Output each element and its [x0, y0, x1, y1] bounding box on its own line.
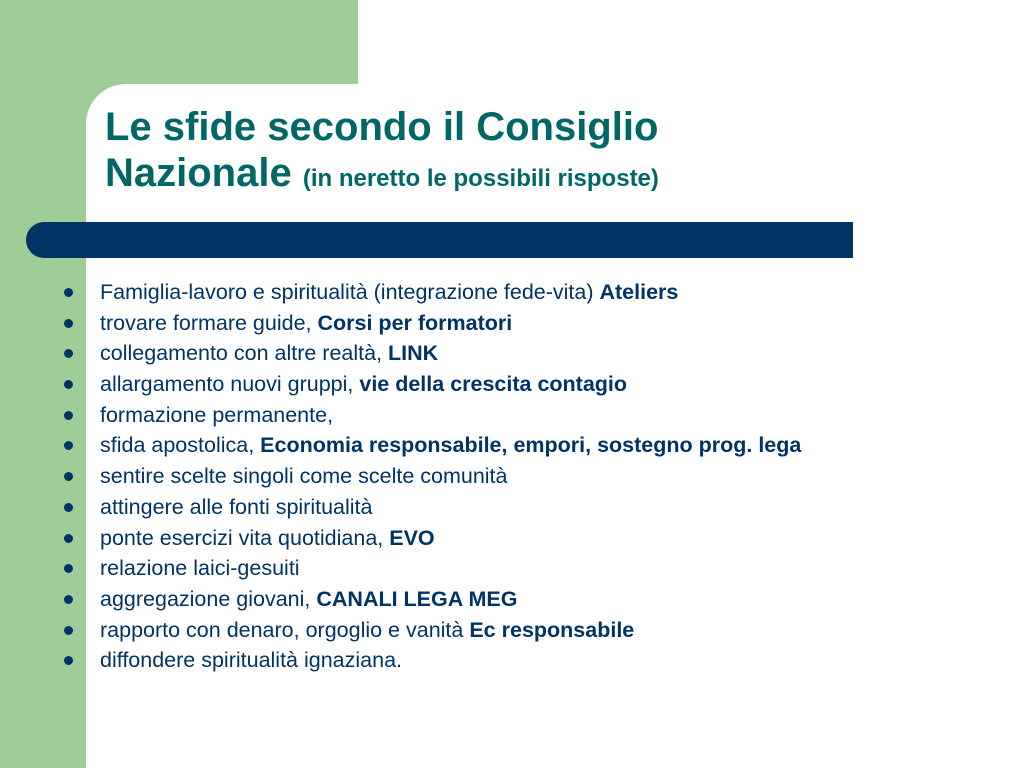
bullet-icon: [64, 441, 73, 450]
bullet-icon: [64, 288, 73, 297]
list-item-text: [100, 615, 634, 646]
bullet-icon: [64, 411, 73, 420]
list-item-text: [100, 400, 333, 431]
title-divider-bar: [26, 222, 853, 258]
list-item-text: [100, 553, 300, 584]
list-item-text: [100, 645, 402, 676]
list-item-text: [100, 430, 801, 461]
bullet-list: [60, 277, 980, 676]
title-line-1: Le sfide secondo il Consiglio: [105, 105, 659, 149]
list-item-normal: allargamento nuovi gruppi,: [100, 372, 360, 397]
list-item: [60, 308, 980, 339]
list-item: [60, 492, 980, 523]
bullet-icon: [64, 319, 73, 328]
slide-title: [105, 104, 865, 202]
title-line-2: Nazionale: [105, 151, 292, 195]
list-item-normal: Famiglia-lavoro e spiritualità (integrazione fede-vita): [100, 280, 600, 304]
list-item: [60, 645, 980, 676]
list-item-normal: sentire scelte singoli come scelte comunità: [100, 464, 508, 489]
list-item-normal: diffondere spiritualità ignaziana.: [100, 648, 402, 673]
list-item-normal: formazione permanente,: [100, 402, 334, 427]
list-item-bold: CANALI LEGA MEG: [316, 586, 518, 611]
bullet-icon: [64, 534, 73, 543]
list-item: [60, 615, 980, 646]
list-item: [60, 584, 980, 615]
list-item-text: [100, 369, 627, 400]
list-item-text: [100, 277, 678, 308]
list-item-normal: ponte esercizi vita quotidiana,: [100, 525, 390, 550]
list-item-normal: attingere alle fonti spiritualità: [100, 494, 373, 519]
list-item: [60, 553, 980, 584]
list-item-text: [100, 308, 512, 339]
list-item-bold: LINK: [388, 341, 439, 366]
list-item: [60, 400, 980, 431]
list-item-bold: EVO: [389, 525, 435, 550]
bullet-icon: [64, 595, 73, 604]
list-item-bold: Corsi per formatori: [317, 310, 513, 335]
list-item: [60, 461, 980, 492]
list-item: [60, 277, 980, 308]
title-subtitle: (in neretto le possibili risposte): [302, 165, 659, 192]
list-item-text: [100, 584, 517, 615]
list-item: [60, 338, 980, 369]
list-item-bold: vie della crescita contagio: [359, 372, 628, 397]
bullet-icon: [64, 472, 73, 481]
list-item-text: [100, 461, 508, 492]
bullet-icon: [64, 349, 73, 358]
bullet-icon: [64, 380, 73, 389]
list-item-text: [100, 338, 438, 369]
list-item-bold: Ec responsabile: [469, 617, 635, 642]
list-item-normal: relazione laici-gesuiti: [100, 556, 300, 581]
list-item-normal: collegamento con altre realtà,: [100, 341, 389, 366]
list-item-normal: rapporto con denaro, orgoglio e vanità: [100, 617, 470, 642]
bullet-icon: [64, 564, 73, 573]
list-item-normal: trovare formare guide,: [100, 310, 318, 335]
bullet-icon: [64, 626, 73, 635]
list-item: [60, 430, 980, 461]
list-item: [60, 369, 980, 400]
list-item-bold: Economia responsabile, empori, sostegno prog. lega: [260, 433, 802, 458]
bullet-icon: [64, 656, 73, 665]
bullet-icon: [64, 503, 73, 512]
list-item-normal: aggregazione giovani,: [100, 586, 317, 611]
list-item-text: [100, 492, 373, 523]
list-item-normal: sfida apostolica,: [100, 433, 261, 458]
list-item-text: [100, 523, 435, 554]
list-item: [60, 523, 980, 554]
list-item-bold: Ateliers: [599, 280, 679, 304]
